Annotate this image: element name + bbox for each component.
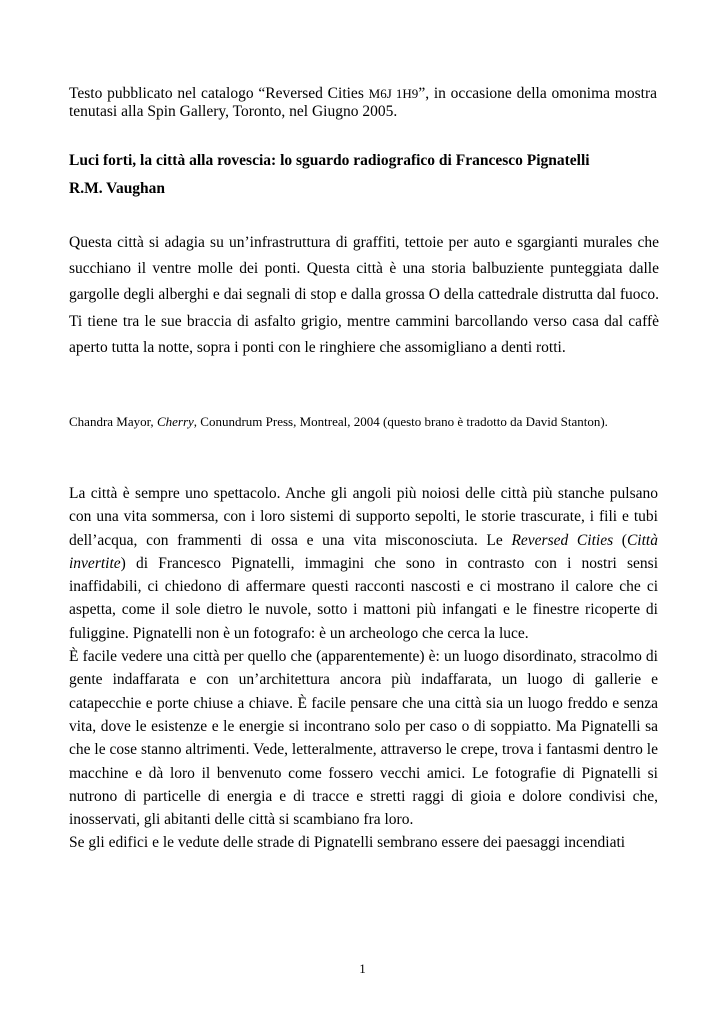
quote-citation xyxy=(69,414,669,430)
citation-details: , Conundrum Press, Montreal, 2004 (questo brano è tradotto da David Stanton). xyxy=(193,414,608,429)
intro-paragraph xyxy=(69,85,657,121)
reversed-cities-title: Reversed Cities xyxy=(511,531,614,549)
epigraph-quote: Questa città si adagia su un’infrastruttura di graffiti, tettoie per auto e sgargianti murales che succhiano il ventre molle dei ponti. Questa città è una storia balbuziente punteggiata dalle gargolle degli alberghi e dai segnali di stop e dalla grossa O della cattedrale distrutta dal fuoco. Ti tiene tra le sue braccia di asfalto grigio, mentre cammini barcollando verso casa dal caffè aperto tutta la notte, sopra i ponti con le ringhiere che assomigliano a denti rotti. xyxy=(69,234,659,356)
citation-author: Chandra Mayor, xyxy=(69,414,157,429)
body-paragraph-1 xyxy=(69,482,658,645)
body-text xyxy=(69,482,658,855)
body-paragraph-1-rest: ) di Francesco Pignatelli, immagini che sono in contrasto con i nostri sensi inaffidabili, ci chiedono di affermare questi racconti nascosti e ci mostrano il calore che ci aspetta, come il sole dietro le nuvole, sotto i mattoni più infangati e le finestre ricoperte di fuliggine. Pignatelli non è un fotografo: è un archeologo che cerca la luce. xyxy=(69,554,658,642)
article-title: Luci forti, la città alla rovescia: lo sguardo radiografico di Francesco Pignatelli xyxy=(69,152,590,169)
body-paragraph-1-paren: ( xyxy=(613,531,627,549)
body-paragraph-3: Se gli edifici e le vedute delle strade di Pignatelli sembrano essere dei paesaggi incendiati xyxy=(69,834,626,852)
citta-invertite-title: Città invertite xyxy=(69,531,658,572)
citation-work-title: Cherry xyxy=(156,414,194,429)
page-number: 1 xyxy=(359,961,366,976)
article-author: R.M. Vaughan xyxy=(69,180,166,197)
body-paragraph-1-text: La città è sempre uno spettacolo. Anche gli angoli più noiosi delle città più stanche pulsano con una vita sommersa, con i loro sistemi di supporto sepolti, le storie trascurate, i fili e tubi dell’acqua, con frammenti di ossa e una vita misconosciuta. Le xyxy=(69,485,658,549)
intro-text-start: Testo pubblicato nel catalogo “Reversed Cities xyxy=(69,85,369,102)
intro-text-end: ”, in occasione della omonima mostra tenutasi alla Spin Gallery, Toronto, nel Giugno 2005. xyxy=(69,85,657,120)
body-paragraph-2: È facile vedere una città per quello che (apparentemente) è: un luogo disordinato, stracolmo di gente indaffarata e con un’architettura ancora più indaffarata, un luogo di gallerie e catapecchie e porte chiuse a chiave. È facile pensare che una città sia un luogo freddo e senza vita, dove le esistenze e le energie si incontrano solo per caso o di soppiatto. Ma Pignatelli sa che le cose stanno altrimenti. Vede, letteralmente, attraverso le crepe, trova i fantasmi dentro le macchine e dà loro il benvenuto come fossero vecchi amici. Le fotografie di Pignatelli si nutrono di particelle di energia e di tracce e stretti raggi di gioia e dolore condivisi che, inosservati, gli abitanti delle città si scambiano fra loro. xyxy=(69,648,658,829)
catalog-code: M6J 1H9 xyxy=(368,86,419,101)
